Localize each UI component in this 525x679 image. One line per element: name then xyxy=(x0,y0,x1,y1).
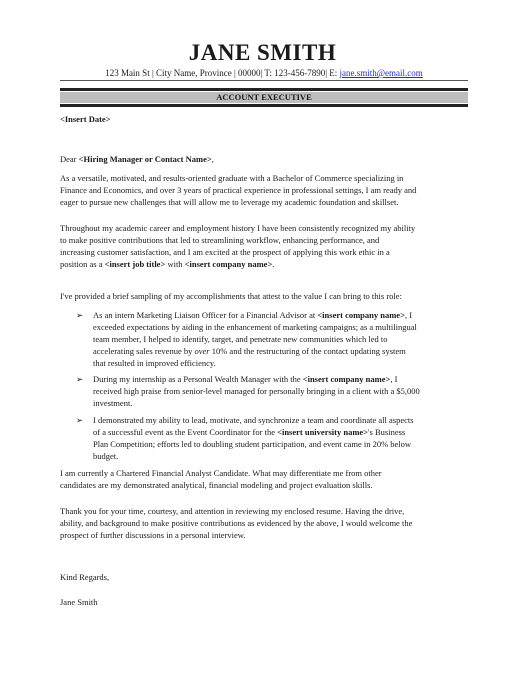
list-item: ➢ I demonstrated my ability to lead, motivate, and synchronize a team and coordinate all aspects of a successful event as the Event Coordinator for the <insert university name>'s Business Plan Competition; efforts led to doubling student participation, and event came in 20% below budget. xyxy=(76,415,414,461)
closing-phrase: Kind Regards, xyxy=(60,572,110,582)
paragraph-history: Throughout my academic career and employment history I have been consistently recognized my ability to make positive contributions that led to streamlining workflow, enhancing performance, and increasing customer satisfaction, and I am excited at the prospect of applying this work ethic in a position as a <insert job title> with <insert company name>. xyxy=(60,223,416,269)
paragraph-closing: Thank you for your time, courtesy, and attention in reviewing my enclosed resume. Having the drive, ability, and background to make positive contributions as evidenced by the above, I would welcome the prospect of further discussions in a personal interview. xyxy=(60,506,413,540)
title-bar-bottom xyxy=(60,104,468,107)
arrow-bullet-icon: ➢ xyxy=(76,310,84,320)
contact-address: 123 Main St | City Name, Province | 00000| T: 123-456-7890| E: xyxy=(105,68,340,78)
list-item: ➢ During my internship as a Personal Wealth Manager with the <insert company name>, I received high praise from senior-level managed for personally bringing in a client with a $5,000 investment. xyxy=(76,374,420,408)
signature-name: Jane Smith xyxy=(60,597,98,607)
letter-date: <Insert Date> xyxy=(60,114,111,124)
arrow-bullet-icon: ➢ xyxy=(76,374,84,384)
contact-info xyxy=(60,67,468,79)
salutation: Dear <Hiring Manager or Contact Name>, xyxy=(60,154,214,164)
paragraph-intro: As a versatile, motivated, and results-oriented graduate with a Bachelor of Commerce specializing in Finance and Economics, and over 3 years of practical experience in professional settings, I am ready and eager to pursue new challenges that will allow me to leverage my academic foundation and skillset. xyxy=(60,173,417,207)
position-title: ACCOUNT EXECUTIVE xyxy=(60,92,468,103)
paragraph-candidacy: I am currently a Chartered Financial Analyst Candidate. What may differentiate me from other candidates are my demonstrated analytical, financial modeling and project evaluation skills. xyxy=(60,468,382,490)
list-item: ➢ As an intern Marketing Liaison Officer for a Financial Advisor at <insert company name>, I exceeded expectations by aiding in the enhancement of marketing campaigns; as a multilingual team member, I helped to identify, target, and penetrate new communities which led to accelerating sales revenue by over 10% and the restructuring of the contact updating system that resulted in improved efficiency. xyxy=(76,310,417,368)
title-bar-top xyxy=(60,88,468,91)
applicant-name: JANE SMITH xyxy=(188,40,337,65)
email-link[interactable]: jane.smith@email.com xyxy=(339,68,423,78)
paragraph-accomplishments-intro: I've provided a brief sampling of my accomplishments that attest to the value I can bring to this role: xyxy=(60,291,402,301)
header-divider xyxy=(60,80,468,81)
arrow-bullet-icon: ➢ xyxy=(76,415,84,425)
